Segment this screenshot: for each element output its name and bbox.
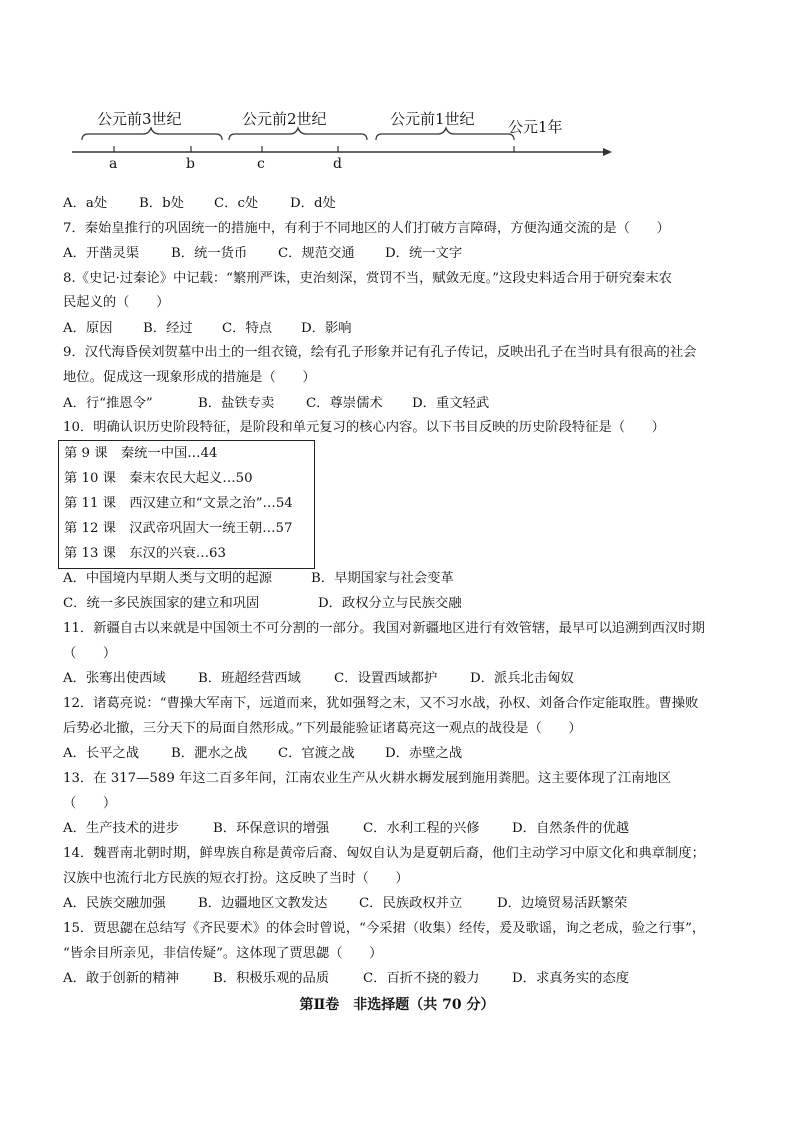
q10-option-b[interactable]: B．早期国家与社会变革 [311,571,454,586]
q15-stem-line1: 15．贾思勰在总结写《齐民要术》的体会时曾说，“今采捃（收集）经传，爰及歌谣，询之老成，验之行事”， [63,921,706,936]
q15-option-b[interactable]: B．积极乐观的品质 [213,971,330,986]
q7-stem: 7．秦始皇推行的巩固统一的措施中，有利于不同地区的人们打破方言障碍，方便沟通交流的是（ ） [63,221,670,236]
q8-stem-line2: 民起义的（ ） [63,295,170,310]
q11-option-c[interactable]: C．设置西域都护 [334,671,438,686]
q12-option-c[interactable]: C．官渡之战 [278,746,355,761]
q8-option-a[interactable]: A．原因 [63,321,113,336]
q11-stem-line2: （ ） [63,646,117,661]
q9-option-b[interactable]: B．盐铁专卖 [198,396,275,411]
q15-option-a[interactable]: A．敢于创新的精神 [63,971,179,986]
q10-option-a[interactable]: A．中国境内早期人类与文明的起源 [63,571,273,586]
q10-toc-row: 第 10 课 秦末农民大起义…50 [64,471,253,486]
timeline-graphic [0,0,794,190]
q9-stem-line2: 地位。促成这一现象形成的措施是（ ） [63,370,316,385]
q9-stem-line1: 9．汉代海昏侯刘贺墓中出土的一组衣镜，绘有孔子形象并记有孔子传记，反映出孔子在当时具有很高的社会 [63,345,697,360]
q14-stem-line2: 汉族中也流行北方民族的短衣打扮。这反映了当时（ ） [63,871,409,886]
q6-option-a[interactable]: A．a处 [63,196,108,211]
timeline-point-d: d [333,156,342,172]
q9-option-a[interactable]: A．行“推恩令” [63,396,153,411]
q10-stem: 10．明确认识历史阶段特征，是阶段和单元复习的核心内容。以下书目反映的历史阶段特征是（ ） [63,420,665,435]
q14-option-a[interactable]: A．民族交融加强 [63,896,166,911]
timeline-label-1st-century-bc: 公元前1世纪 [390,110,475,128]
q7-option-b[interactable]: B．统一货币 [171,246,248,261]
q14-option-b[interactable]: B．边疆地区文教发达 [198,896,328,911]
q10-option-d[interactable]: D．政权分立与民族交融 [318,596,462,611]
q10-toc-row: 第 13 课 东汉的兴衰…63 [64,546,226,561]
q6-option-b[interactable]: B．b处 [139,196,184,211]
q8-stem-line1: 8.《史记·过秦论》中记载：“繁刑严诛，吏治刻深，赏罚不当，赋敛无度。”这段史料适合用于研究秦末农 [63,271,672,286]
q7-option-d[interactable]: D．统一文字 [385,246,463,261]
q11-option-b[interactable]: B．班超经营西域 [198,671,301,686]
q13-stem-line2: （ ） [63,796,117,811]
q10-toc-row: 第 11 课 西汉建立和“文景之治”…54 [64,496,293,511]
q11-option-a[interactable]: A．张骞出使西域 [63,671,166,686]
q8-option-b[interactable]: B．经过 [143,321,193,336]
q10-option-c[interactable]: C．统一多民族国家的建立和巩固 [63,596,260,611]
q14-option-d[interactable]: D．边境贸易活跃繁荣 [497,896,628,911]
q8-option-d[interactable]: D．影响 [301,321,352,336]
q10-table-of-contents-box [58,440,315,569]
q10-toc-row: 第 9 课 秦统一中国…44 [64,446,218,461]
timeline-label-3rd-century-bc: 公元前3世纪 [97,110,182,128]
q12-option-d[interactable]: D．赤壁之战 [385,746,463,761]
q13-option-d[interactable]: D．自然条件的优越 [512,821,630,836]
q6-option-c[interactable]: C．c处 [214,196,259,211]
q13-option-a[interactable]: A．生产技术的进步 [63,821,179,836]
q15-option-d[interactable]: D．求真务实的态度 [512,971,630,986]
q6-option-d[interactable]: D．d处 [290,196,336,211]
q15-stem-line2: “皆余目所亲见，非信传疑”。这体现了贾思勰（ ） [63,946,383,961]
q10-toc-row: 第 12 课 汉武帝巩固大一统王朝…57 [64,521,293,536]
q12-option-b[interactable]: B．淝水之战 [171,746,248,761]
q9-option-d[interactable]: D．重文轻武 [412,396,490,411]
q11-stem-line1: 11．新疆自古以来就是中国领土不可分割的一部分。我国对新疆地区进行有效管辖，最早可以追溯到西汉时期 [63,621,705,636]
q15-option-c[interactable]: C．百折不挠的毅力 [363,971,480,986]
q12-option-a[interactable]: A．长平之战 [63,746,140,761]
timeline-point-a: a [109,156,118,172]
timeline-point-c: c [257,156,265,172]
q7-option-c[interactable]: C．规范交通 [278,246,355,261]
q12-stem-line2: 后势必北撤，三分天下的局面自然形成。”下列最能验证诸葛亮这一观点的战役是（ ） [63,721,582,736]
timeline-point-b: b [186,156,195,172]
q13-option-b[interactable]: B．环保意识的增强 [213,821,330,836]
q14-option-c[interactable]: C．民族政权并立 [359,896,463,911]
section-title: 第Ⅱ卷 非选择题（共 70 分） [299,997,495,1013]
q13-option-c[interactable]: C．水利工程的兴修 [363,821,480,836]
q12-stem-line1: 12．诸葛亮说：“曹操大军南下，远道而来，犹如强弩之末，又不习水战，孙权、刘备合作定能取胜。曹操败 [63,696,699,711]
timeline-label-2nd-century-bc: 公元前2世纪 [242,110,327,128]
q9-option-c[interactable]: C．尊崇儒术 [306,396,383,411]
q7-option-a[interactable]: A．开凿灵渠 [63,246,140,261]
q14-stem-line1: 14．魏晋南北朝时期，鲜卑族自称是黄帝后裔、匈奴自认为是夏朝后裔，他们主动学习中原文化和典章制度； [63,846,705,861]
q8-option-c[interactable]: C．特点 [222,321,273,336]
timeline-figure [0,0,794,190]
timeline-label-year-1-ad: 公元1年 [508,118,563,136]
q11-option-d[interactable]: D．派兵北击匈奴 [470,671,574,686]
q13-stem-line1: 13．在 317—589 年这二百多年间，江南农业生产从火耕水耨发展到施用粪肥。这主要体现了江南地区 [63,771,672,786]
